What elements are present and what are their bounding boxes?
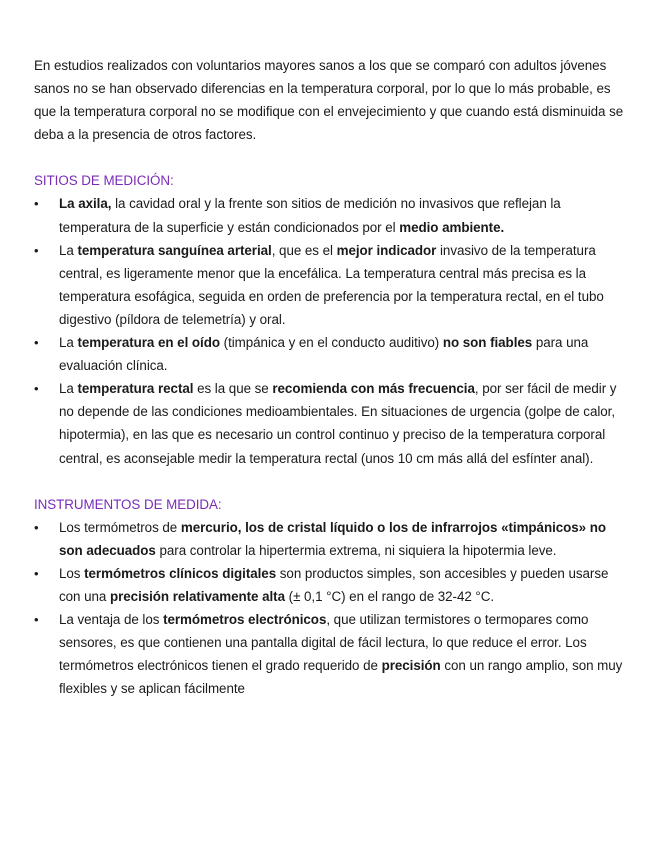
- list-item-electronicos: [34, 608, 624, 700]
- bold-text: mejor indicador: [336, 242, 437, 258]
- bold-text: medio ambiente.: [399, 219, 505, 235]
- bold-text: precisión relativamente alta: [109, 588, 285, 604]
- body-text: es la que se: [193, 381, 273, 397]
- body-text: la cavidad oral y la frente son sitios de medición no invasivos que reflejan la temperatura de la superficie y están condicionados por el: [59, 196, 561, 235]
- body-text: (± 0,1 °C) en el rango de 32-42 °C.: [284, 588, 495, 604]
- body-text: para una evaluación clínica.: [59, 335, 589, 374]
- bold-text: recomienda con más frecuencia: [272, 381, 475, 397]
- bold-text: no son fiables: [442, 335, 533, 351]
- sites-heading: SITIOS DE MEDICIÓN:: [34, 173, 174, 189]
- body-text: , que es el: [271, 242, 337, 258]
- bold-text: temperatura en el oído: [77, 335, 220, 351]
- bold-text: temperatura rectal: [77, 381, 194, 397]
- list-item-rectal: [34, 377, 624, 469]
- list-item-arterial: [34, 239, 624, 331]
- instruments-list: [34, 516, 624, 701]
- body-text: para controlar la hipertermia extrema, ni siquiera la hipotermia leve.: [155, 542, 557, 558]
- list-item-mercurio: [34, 516, 624, 562]
- bold-text: termómetros electrónicos: [163, 612, 327, 628]
- body-text: con un rango amplio, son muy flexibles y se aplican fácilmente: [59, 658, 623, 697]
- body-text: La: [59, 242, 78, 258]
- sites-list: [34, 192, 624, 469]
- bold-text: temperatura sanguínea arterial: [77, 242, 272, 258]
- list-item-axila: [34, 192, 624, 238]
- section-gap: [34, 470, 624, 493]
- body-text: , que utilizan termistores o termopares como sensores, es que contienen una pantalla digital de fácil lectura, lo que reduce el error. Los termómetros electrónicos tienen el grado requerido de: [59, 612, 589, 674]
- instruments-heading: INSTRUMENTOS DE MEDIDA:: [34, 496, 222, 512]
- body-text: Los termómetros de: [59, 519, 181, 535]
- bold-text: precisión: [381, 658, 441, 674]
- bold-text: La axila,: [59, 196, 112, 212]
- document-page: [34, 54, 624, 700]
- bold-text: mercurio, los de cristal líquido o los de infrarrojos «timpánicos» no son adecuados: [59, 519, 607, 558]
- body-text: La: [59, 335, 78, 351]
- bold-text: termómetros clínicos digitales: [84, 565, 277, 581]
- body-text: son productos simples, son accesibles y pueden usarse con una: [59, 565, 609, 604]
- body-text: La: [59, 381, 78, 397]
- body-text: Los: [59, 565, 85, 581]
- body-text: invasivo de la temperatura central, es ligeramente menor que la encefálica. La temperatura central más precisa es la temperatura esofágica, seguida en orden de preferencia por la temperatura rectal, en el tubo digestivo (píldora de telemetría) y oral.: [59, 242, 604, 327]
- body-text: (timpánica y en el conducto auditivo): [219, 335, 443, 351]
- body-text: La ventaja de los: [59, 612, 164, 628]
- list-item-oido: [34, 331, 624, 377]
- list-item-digitales: [34, 562, 624, 608]
- intro-paragraph: En estudios realizados con voluntarios mayores sanos a los que se comparó con adultos jóvenes sanos no se han observado diferencias en la temperatura corporal, por lo que lo más probable, es que la temperatura corporal no se modifique con el envejecimiento y que cuando está disminuida se deba a la presencia de otros factores.: [34, 58, 624, 143]
- body-text: , por ser fácil de medir y no depende de las condiciones medioambientales. En situaciones de urgencia (golpe de calor, hipotermia), en las que es necesario un control continuo y preciso de la temperatura corporal central, es aconsejable medir la temperatura rectal (unos 10 cm más allá del esfínter anal).: [59, 381, 617, 466]
